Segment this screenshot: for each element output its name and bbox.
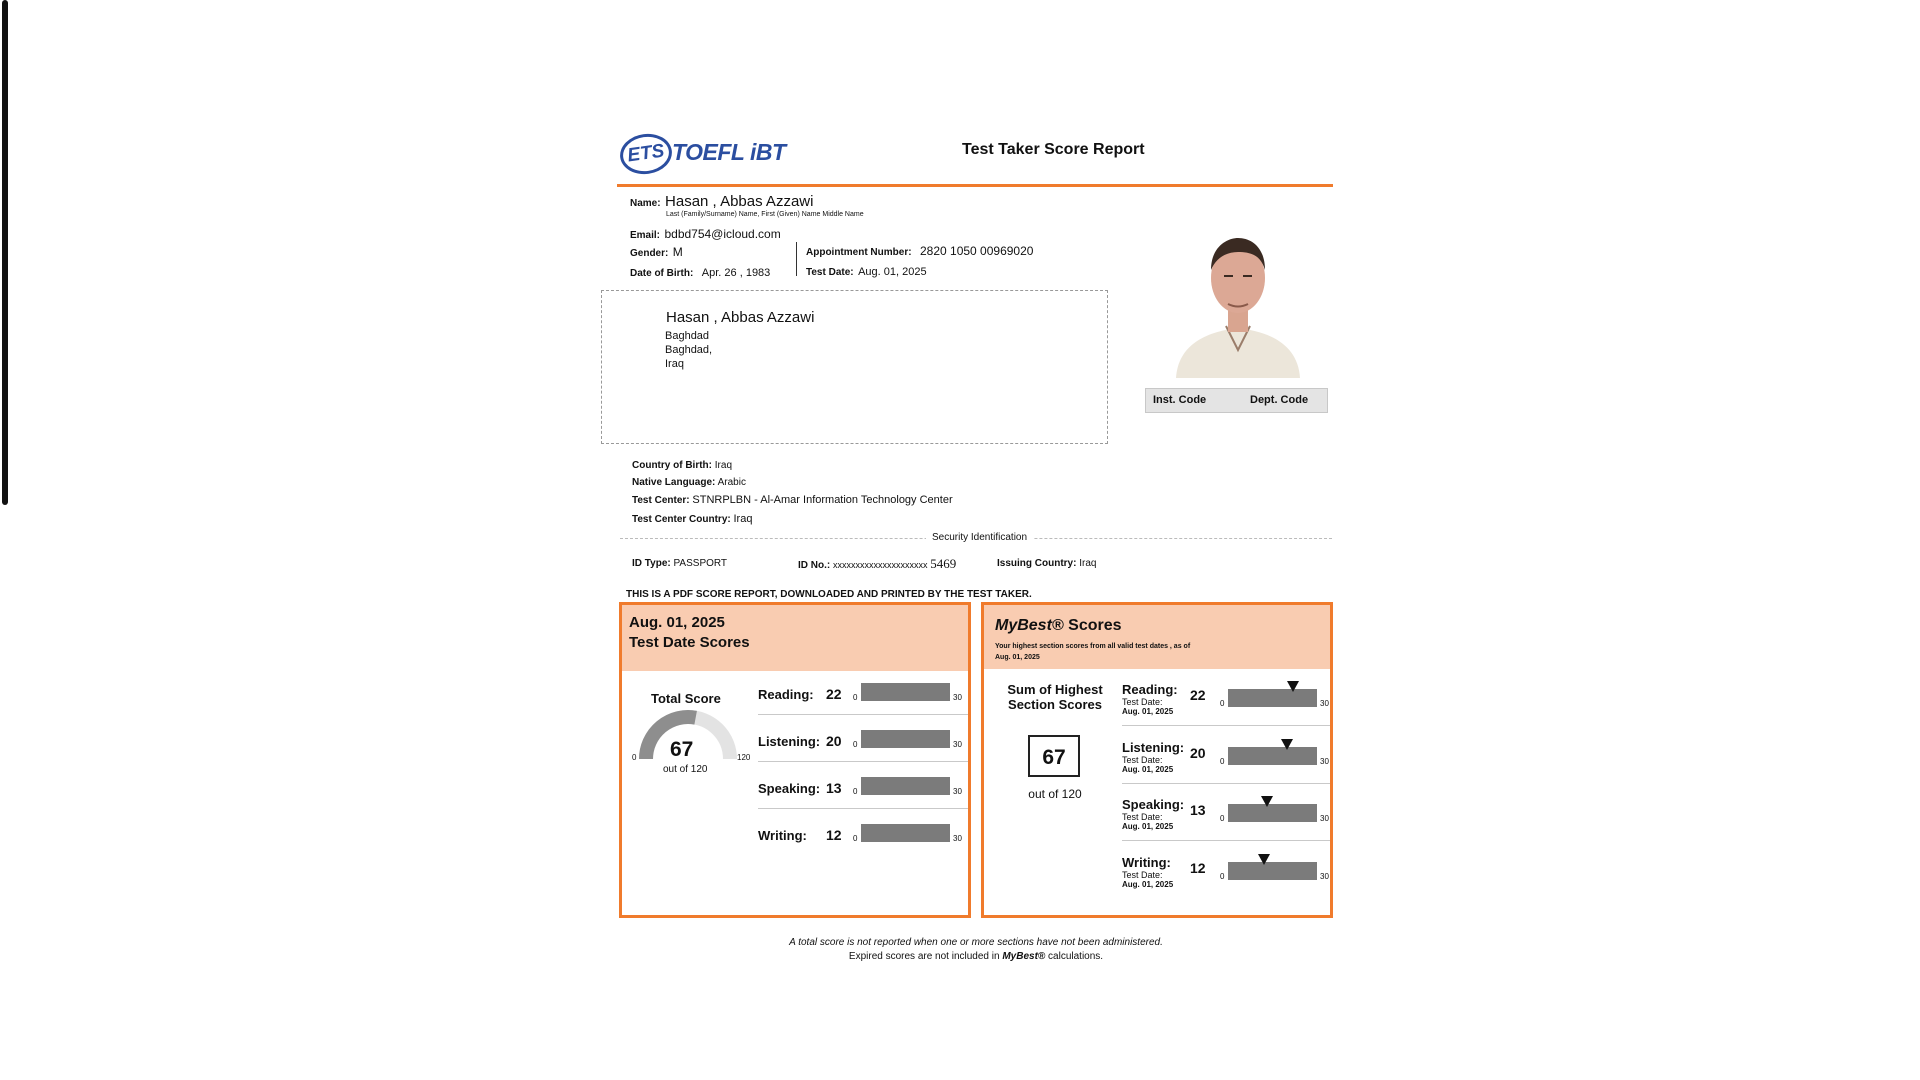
section-separator — [758, 714, 968, 715]
test-taker-photo — [1168, 228, 1308, 378]
mybest-score-marker-icon — [1258, 854, 1270, 865]
gender-row — [630, 243, 683, 261]
id-type-value: PASSPORT — [673, 558, 728, 569]
mybest-bar-min: 0 — [1220, 757, 1225, 766]
test-date-scores-title: Test Date Scores — [629, 634, 750, 651]
id-no-row — [798, 556, 956, 572]
gender-label: Gender: — [630, 248, 669, 259]
window-edge — [2, 0, 8, 505]
info-divider — [796, 242, 797, 276]
bar-min: 0 — [853, 740, 858, 749]
mybest-title — [995, 617, 1122, 635]
mybest-score-marker-icon — [1287, 681, 1299, 692]
mybest-bar-min: 0 — [1220, 699, 1225, 708]
mybest-bar-min: 0 — [1220, 814, 1225, 823]
mybest-section-date-label: Test Date: — [1122, 812, 1163, 822]
gauge-min: 0 — [632, 753, 637, 762]
section-score: 22 — [826, 686, 842, 702]
test-date-label: Test Date: — [806, 267, 854, 278]
footnote-line2-pre: Expired scores are not included in — [848, 951, 1003, 962]
country-value: Iraq — [714, 460, 733, 471]
mybest-section-date: Aug. 01, 2025 — [1122, 707, 1174, 716]
address-name: Hasan , Abbas Azzawi — [666, 309, 815, 326]
footnote-line1: A total score is not reported when one or more sections have not been administered. — [789, 937, 1163, 948]
mybest-section-label: Writing: — [1122, 855, 1171, 870]
center-country-label: Test Center Country: — [632, 514, 731, 525]
language-row — [632, 477, 746, 488]
id-type-label: ID Type: — [632, 558, 671, 569]
section-bar — [861, 683, 950, 701]
toefl-logo: TOEFL iBT — [672, 139, 786, 165]
bar-max: 30 — [953, 693, 962, 702]
mybest-section-date-label: Test Date: — [1122, 697, 1163, 707]
mybest-title-rest: Scores — [1063, 617, 1122, 634]
section-label: Reading: — [758, 687, 814, 702]
sum-highest-line1: Sum of Highest — [1007, 682, 1103, 697]
bar-min: 0 — [853, 787, 858, 796]
language-label: Native Language: — [632, 477, 716, 488]
center-value: STNRPLBN - Al-Amar Information Technology Center — [692, 494, 953, 506]
mybest-scores-panel — [981, 602, 1333, 918]
ets-logo-icon — [617, 131, 674, 178]
mybest-section-date: Aug. 01, 2025 — [1122, 822, 1174, 831]
center-country-value: Iraq — [733, 513, 753, 525]
mybest-bar-max: 30 — [1320, 699, 1329, 708]
id-no-label: ID No.: — [798, 560, 831, 571]
language-value: Arabic — [717, 477, 746, 488]
appointment-number: 2820 1050 00969020 — [920, 244, 1034, 258]
address-line3: Iraq — [665, 358, 684, 370]
mybest-section-label: Listening: — [1122, 740, 1185, 755]
mybest-section-date-label: Test Date: — [1122, 870, 1163, 880]
total-score-value: 67 — [670, 738, 694, 761]
bar-max: 30 — [953, 787, 962, 796]
ets-logo-text: ETS — [626, 140, 666, 167]
security-heading: Security Identification — [926, 532, 1033, 543]
center-row — [632, 494, 953, 506]
id-no-mask: xxxxxxxxxxxxxxxxxxxxx — [833, 560, 928, 570]
address-line1: Baghdad — [665, 330, 710, 342]
mybest-brand: MyBest® — [995, 617, 1064, 634]
name-hint: Last (Family/Surname) Name, First (Given) Name Middle Name — [666, 211, 864, 218]
section-score: 13 — [826, 780, 842, 796]
name-label: Name: — [630, 198, 661, 209]
code-box — [1145, 388, 1328, 413]
mybest-section-score: 13 — [1190, 802, 1206, 818]
mybest-bar-max: 30 — [1320, 814, 1329, 823]
mybest-total-box: 67 — [1028, 735, 1080, 777]
bar-max: 30 — [953, 740, 962, 749]
mybest-section-separator — [1122, 725, 1330, 726]
issuing-row — [997, 558, 1096, 569]
mybest-section-score: 12 — [1190, 860, 1206, 876]
mybest-section-score: 22 — [1190, 687, 1206, 703]
test-date-row — [806, 262, 927, 280]
test-date-value: Aug. 01, 2025 — [858, 266, 927, 278]
test-date-scores-date: Aug. 01, 2025 — [629, 614, 725, 631]
taker-name: Hasan , Abbas Azzawi — [665, 193, 814, 210]
mybest-section-bar — [1228, 862, 1317, 880]
mybest-section-score: 20 — [1190, 745, 1206, 761]
section-bar — [861, 777, 950, 795]
inst-code-label: Inst. Code — [1153, 394, 1207, 406]
mybest-score-marker-icon — [1261, 796, 1273, 807]
country-row — [632, 460, 732, 471]
email-row — [630, 225, 781, 243]
sum-highest-label — [984, 682, 1126, 712]
id-no-tail: 5469 — [930, 556, 957, 571]
mybest-header — [984, 605, 1330, 669]
bar-min: 0 — [853, 834, 858, 843]
dept-code-label: Dept. Code — [1250, 394, 1309, 406]
mybest-section-date: Aug. 01, 2025 — [1122, 880, 1174, 889]
email-value: bdbd754@icloud.com — [664, 227, 781, 241]
total-score-out-of: out of 120 — [663, 764, 708, 775]
bar-max: 30 — [953, 834, 962, 843]
mybest-section-label: Reading: — [1122, 682, 1178, 697]
id-type-row — [632, 558, 727, 569]
mybest-subtitle-date: Aug. 01, 2025 — [995, 654, 1040, 661]
mybest-section-date: Aug. 01, 2025 — [1122, 765, 1174, 774]
mybest-section-separator — [1122, 783, 1330, 784]
address-line2: Baghdad, — [665, 344, 713, 356]
pdf-notice: THIS IS A PDF SCORE REPORT, DOWNLOADED AND PRINTED BY THE TEST TAKER. — [626, 589, 1032, 600]
header-divider — [617, 184, 1333, 187]
gender-value: M — [672, 245, 683, 259]
country-label: Country of Birth: — [632, 460, 712, 471]
mybest-bar-max: 30 — [1320, 872, 1329, 881]
mybest-section-date-label: Test Date: — [1122, 755, 1163, 765]
section-label: Writing: — [758, 828, 807, 843]
section-separator — [758, 808, 968, 809]
section-bar — [861, 824, 950, 842]
mybest-section-separator — [1122, 840, 1330, 841]
mybest-out-of: out of 120 — [1028, 787, 1082, 801]
footnote-line2 — [676, 951, 1276, 962]
address-box — [601, 290, 1108, 444]
mybest-bar-max: 30 — [1320, 757, 1329, 766]
report-title: Test Taker Score Report — [962, 141, 1145, 158]
section-bar — [861, 730, 950, 748]
mybest-section-label: Speaking: — [1122, 797, 1185, 812]
section-score: 20 — [826, 733, 842, 749]
section-score: 12 — [826, 827, 842, 843]
issuing-value: Iraq — [1079, 558, 1097, 569]
section-label: Speaking: — [758, 781, 821, 796]
sum-highest-line2: Section Scores — [1008, 697, 1102, 712]
dob-label: Date of Birth: — [630, 268, 694, 279]
center-label: Test Center: — [632, 495, 690, 506]
center-country-row — [632, 513, 752, 525]
mybest-score-marker-icon — [1281, 739, 1293, 750]
dob-row — [630, 263, 770, 281]
bar-min: 0 — [853, 693, 858, 702]
photo-portrait-icon — [1168, 228, 1308, 378]
dob-value: Apr. 26 , 1983 — [701, 267, 771, 279]
section-separator — [758, 761, 968, 762]
email-label: Email: — [630, 230, 661, 241]
test-date-scores-header — [622, 605, 968, 671]
appointment-row — [806, 242, 1033, 260]
issuing-label: Issuing Country: — [997, 558, 1077, 569]
mybest-section-bar — [1228, 747, 1317, 765]
footnote-mybest: MyBest® — [1002, 951, 1046, 962]
mybest-subtitle — [995, 641, 1235, 663]
appointment-label: Appointment Number: — [806, 247, 912, 258]
mybest-bar-min: 0 — [1220, 872, 1225, 881]
footnote-line2-post: calculations. — [1045, 951, 1104, 962]
name-row — [630, 193, 813, 211]
total-score-label: Total Score — [651, 691, 721, 706]
gauge-max: 120 — [737, 753, 751, 762]
section-label: Listening: — [758, 734, 821, 749]
mybest-subtitle-text: Your highest section scores from all valid test dates , as of — [995, 643, 1191, 650]
mybest-section-bar — [1228, 689, 1317, 707]
test-date-scores-panel — [619, 602, 971, 918]
